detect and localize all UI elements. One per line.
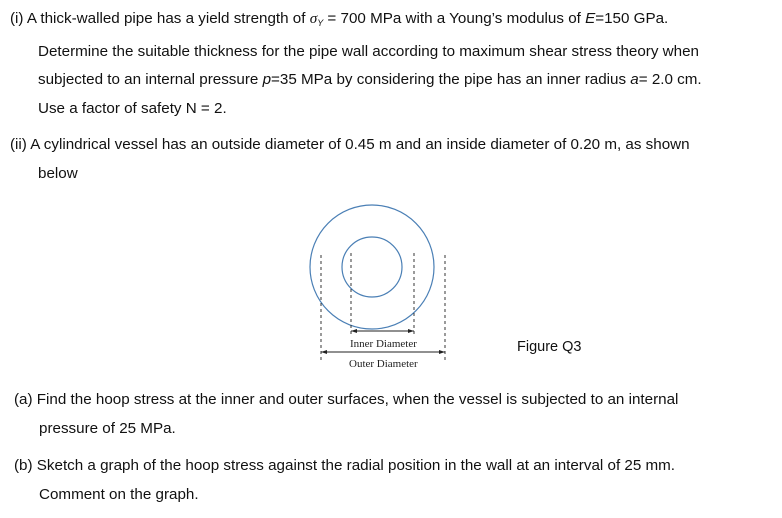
modulus-symbol: E [585, 10, 596, 27]
part-a-line-2: pressure of 25 MPa. [39, 419, 176, 437]
vessel-figure [300, 195, 460, 375]
pressure-text: subjected to an internal pressure [38, 71, 263, 88]
question-part-i [10, 5, 745, 123]
part-ii-line-1: (ii) A cylindrical vessel has an outside diameter of 0.45 m and an inside diameter of 0.20 m, as shown [10, 136, 690, 153]
part-i-prefix: (i) A thick-walled pipe has a yield strength of [10, 10, 310, 27]
inner-arrowhead-right [408, 329, 414, 333]
outer-diameter-label: Outer Diameter [349, 358, 418, 370]
pressure-symbol: p [262, 71, 272, 88]
question-part-b [14, 452, 740, 509]
outer-ring [310, 205, 434, 329]
radius-symbol: a [630, 71, 639, 88]
radius-value: = 2.0 cm. [638, 71, 702, 88]
question-part-ii [10, 131, 745, 188]
part-i-line-3 [10, 66, 745, 95]
modulus-value: =150 GPa. [595, 10, 669, 27]
yield-strength-text: = 700 MPa with a Young’s modulus of [323, 10, 586, 27]
inner-arrowhead-left [351, 329, 357, 333]
radius-text: =35 MPa by considering the pipe has an inner radius [271, 71, 631, 88]
part-b-line-1: (b) Sketch a graph of the hoop stress against the radial position in the wall at an interval of 25 mm. [14, 457, 676, 474]
part-i-line-1 [10, 5, 745, 38]
outer-arrowhead-right [439, 350, 445, 354]
figure-caption: Figure Q3 [517, 339, 582, 355]
sigma-subscript: Y [317, 18, 324, 28]
part-ii-line-2: below [38, 164, 78, 182]
part-i-line-4: Use a factor of safety N = 2. [38, 99, 227, 117]
part-a-line-1: (a) Find the hoop stress at the inner and outer surfaces, when the vessel is subjected to an internal [14, 391, 679, 408]
part-i-line-2: Determine the suitable thickness for the pipe wall according to maximum shear stress theory when [38, 42, 699, 60]
part-b-line-2: Comment on the graph. [39, 485, 199, 503]
sigma-symbol: σ [309, 10, 318, 27]
inner-diameter-label: Inner Diameter [350, 338, 417, 350]
outer-arrowhead-left [321, 350, 327, 354]
question-part-a [14, 386, 740, 443]
